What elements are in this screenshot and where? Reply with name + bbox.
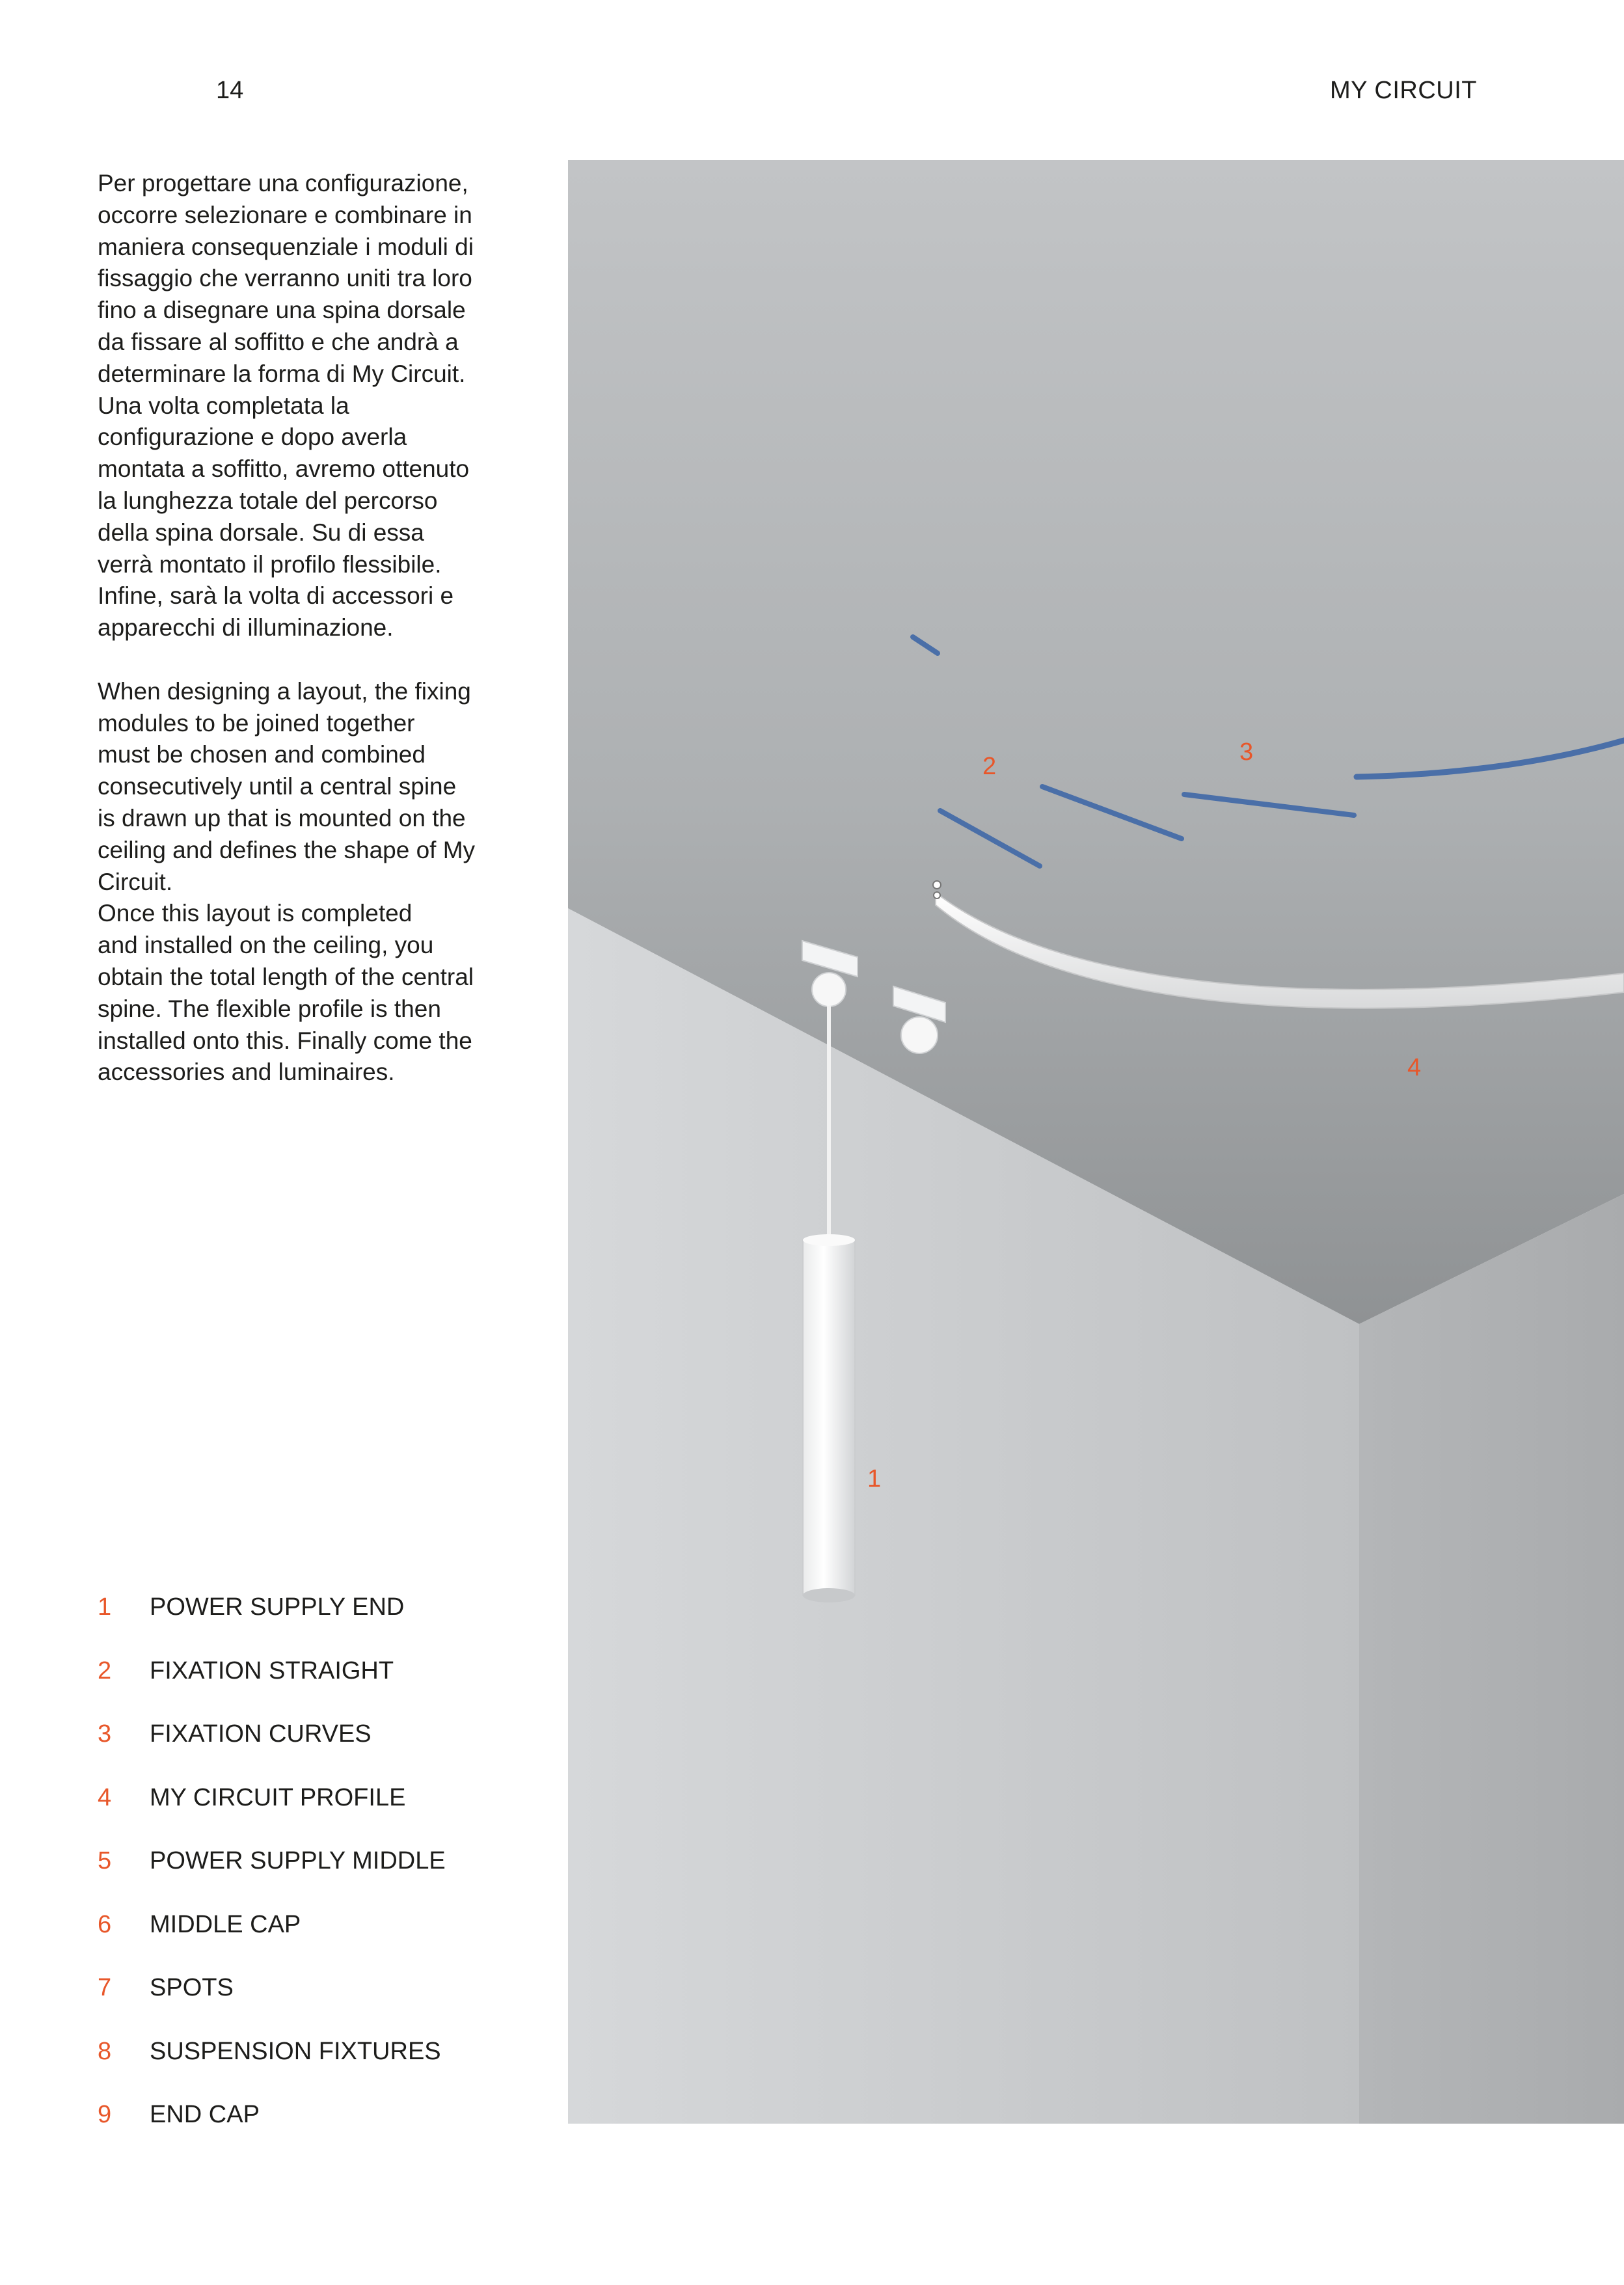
legend-number: 3: [98, 1720, 112, 1748]
component-legend: [98, 1588, 446, 2159]
legend-number: 8: [98, 2037, 112, 2065]
legend-label: POWER SUPPLY END: [150, 1593, 405, 1621]
ceiling-render: [568, 160, 1624, 2124]
legend-number: 5: [98, 1847, 112, 1874]
italian-paragraph: Per progettare una configurazione, occorre selezionare e combinare in maniera consequenziale i moduli di fissaggio che verranno uniti tra loro fino a disegnare una spina dorsale da fissare al soffitto e che andrà a determinare la forma di My Circuit. Una volta completata la configurazione e dopo averla montata a soffitto, avremo ottenuto la lunghezza totale del percorso della spina dorsale. Su di essa verrà montato il profilo flessibile. Infine, sarà la volta di accessori e apparecchi di illuminazione.: [98, 170, 474, 642]
english-paragraph: When designing a layout, the fixing modules to be joined together must be chosen and combined consecutively until a central spine is drawn up that is mounted on the ceiling and defines the shape of My Circuit. Once this layout is completed and installed on the ceiling, you obtain the total length of the central spine. The flexible profile is then installed onto this. Finally come the accessories and luminaires.: [98, 677, 476, 1086]
legend-item: [98, 1778, 446, 1842]
legend-label: FIXATION STRAIGHT: [150, 1656, 394, 1684]
right-wall: [1359, 1194, 1624, 2124]
legend-number: 2: [98, 1656, 112, 1684]
profile-end-lower: [934, 892, 940, 899]
legend-item: [98, 1841, 446, 1905]
legend-label: POWER SUPPLY MIDDLE: [150, 1847, 446, 1874]
legend-item: [98, 2095, 446, 2159]
legend-label: MIDDLE CAP: [150, 1910, 301, 1938]
profile-end: [933, 881, 941, 889]
legend-item: [98, 1714, 446, 1778]
callout-4: 4: [1407, 1054, 1422, 1081]
running-title: MY CIRCUIT: [1330, 77, 1477, 104]
legend-number: 9: [98, 2101, 112, 2128]
legend-item: [98, 1968, 446, 2032]
installation-illustration: [568, 160, 1624, 2124]
legend-item: [98, 1651, 446, 1715]
page-number: 14: [216, 77, 244, 104]
legend-label: FIXATION CURVES: [150, 1720, 372, 1748]
legend-item: [98, 2032, 446, 2096]
legend-item: [98, 1588, 446, 1651]
legend-label: END CAP: [150, 2101, 260, 2128]
legend-number: 4: [98, 1783, 112, 1811]
legend-label: SPOTS: [150, 1974, 234, 2001]
legend-number: 7: [98, 1974, 112, 2001]
legend-label: MY CIRCUIT PROFILE: [150, 1783, 406, 1811]
legend-item: [98, 1905, 446, 1969]
callout-2: 2: [982, 753, 997, 780]
legend-label: SUSPENSION FIXTURES: [150, 2037, 441, 2065]
description-text: [98, 168, 527, 1088]
callout-3: 3: [1239, 738, 1254, 766]
legend-number: 1: [98, 1593, 112, 1621]
legend-number: 6: [98, 1910, 112, 1938]
callout-1: 1: [867, 1465, 882, 1493]
